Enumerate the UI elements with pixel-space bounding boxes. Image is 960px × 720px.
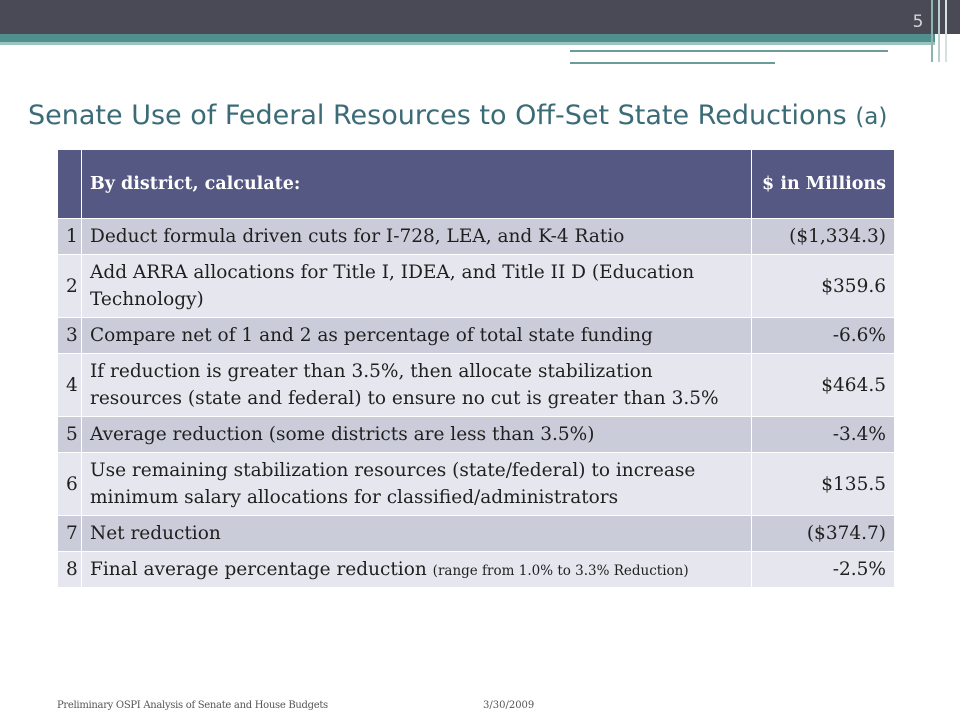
row-number: 4 <box>58 354 82 417</box>
footer-caption: Preliminary OSPI Analysis of Senate and House Budgets <box>57 700 328 711</box>
row-amount: -3.4% <box>752 417 895 453</box>
row-number: 5 <box>58 417 82 453</box>
calculation-table <box>57 149 895 588</box>
header-accent-stripe-light <box>0 42 935 45</box>
row-amount: -6.6% <box>752 318 895 354</box>
decorative-vertical-line <box>945 0 947 62</box>
row-number: 7 <box>58 516 82 552</box>
decorative-vertical-line <box>938 0 940 62</box>
row-number: 2 <box>58 255 82 318</box>
header-num-cell <box>58 150 82 219</box>
decorative-rule <box>570 50 888 52</box>
row-description-note: (range from 1.0% to 3.3% Reduction) <box>432 563 689 579</box>
row-amount: -2.5% <box>752 552 895 588</box>
row-description: Add ARRA allocations for Title I, IDEA, and Title II D (Education Technology) <box>82 255 752 318</box>
slide-number: 5 <box>912 12 924 32</box>
table-row <box>58 219 895 255</box>
row-description: Net reduction <box>82 516 752 552</box>
row-description: If reduction is greater than 3.5%, then allocate stabilization resources (state and federal) to ensure no cut is greater than 3.5% <box>82 354 752 417</box>
row-description <box>82 552 752 588</box>
decorative-rule <box>570 62 775 64</box>
row-number: 6 <box>58 453 82 516</box>
slide-title <box>28 100 948 131</box>
row-amount: $359.6 <box>752 255 895 318</box>
row-number: 1 <box>58 219 82 255</box>
row-number: 3 <box>58 318 82 354</box>
row-description: Use remaining stabilization resources (state/federal) to increase minimum salary allocations for classified/administrators <box>82 453 752 516</box>
footer-date: 3/30/2009 <box>483 700 535 711</box>
table-row <box>58 516 895 552</box>
row-amount: $464.5 <box>752 354 895 417</box>
header-amount: $ in Millions <box>752 150 895 219</box>
table-row <box>58 552 895 588</box>
table-row <box>58 318 895 354</box>
header-label: By district, calculate: <box>82 150 752 219</box>
decorative-vertical-line <box>931 0 933 62</box>
row-number: 8 <box>58 552 82 588</box>
table-row <box>58 255 895 318</box>
table-header-row <box>58 150 895 219</box>
header-bar <box>0 0 960 34</box>
row-amount: $135.5 <box>752 453 895 516</box>
row-description-text: Final average percentage reduction <box>90 559 427 580</box>
slide-title-suffix: (a) <box>855 104 888 130</box>
row-description: Deduct formula driven cuts for I-728, LEA, and K-4 Ratio <box>82 219 752 255</box>
table-row <box>58 354 895 417</box>
slide-title-text: Senate Use of Federal Resources to Off-Set State Reductions <box>28 100 847 131</box>
table-row <box>58 453 895 516</box>
table-row <box>58 417 895 453</box>
row-amount: ($1,334.3) <box>752 219 895 255</box>
row-amount: ($374.7) <box>752 516 895 552</box>
header-accent-stripe <box>0 34 935 42</box>
row-description: Compare net of 1 and 2 as percentage of total state funding <box>82 318 752 354</box>
row-description: Average reduction (some districts are less than 3.5%) <box>82 417 752 453</box>
